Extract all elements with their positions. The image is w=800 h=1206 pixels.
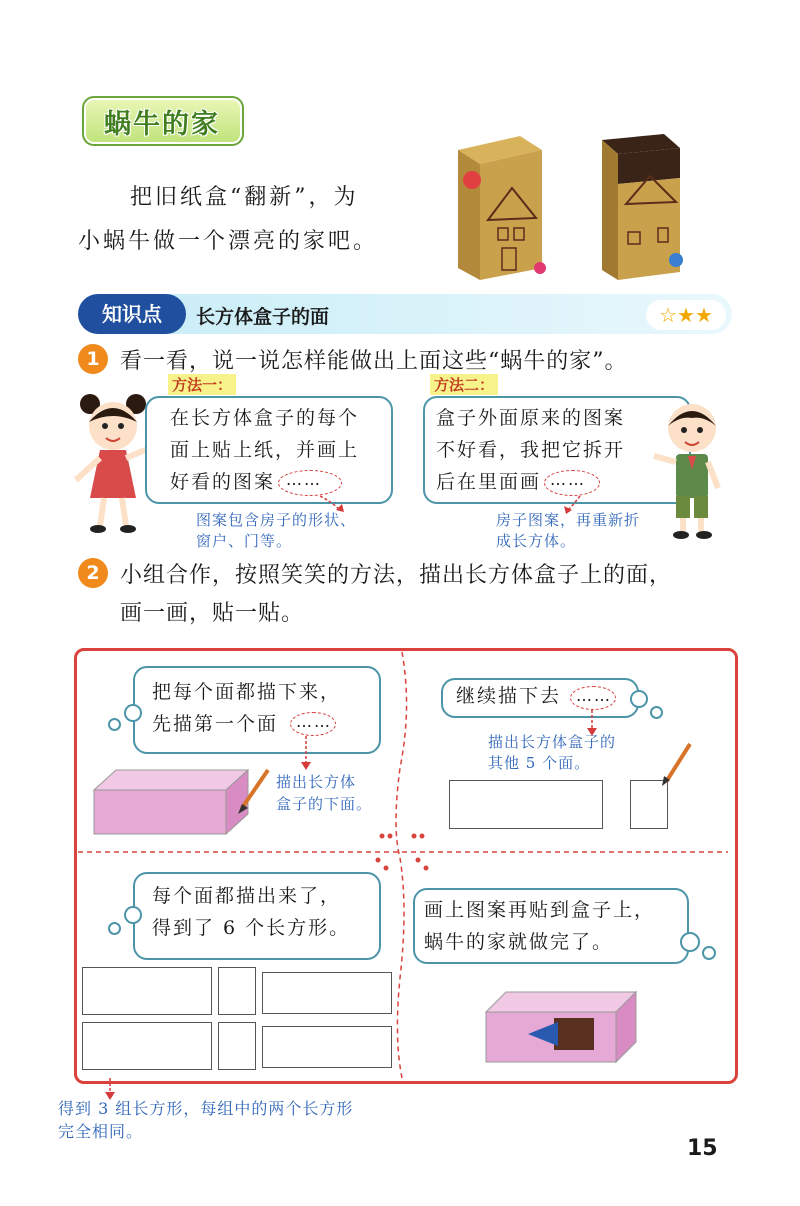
intro-line-2: 小蜗牛做一个漂亮的家吧。 — [78, 229, 379, 254]
bottom-note-line-2: 完全相同。 — [58, 1122, 144, 1141]
face-rectangle-5 — [218, 1022, 256, 1070]
method-2-line-3: 后在里面画 — [436, 471, 542, 493]
boy-character — [648, 398, 732, 542]
pink-box-illustration — [92, 766, 272, 838]
step-1-arrow — [292, 734, 322, 772]
step-2-bubble-circle-large — [630, 690, 648, 708]
step-2-dots: …… — [576, 686, 612, 705]
method-1-dots: …… — [286, 470, 322, 489]
step-2-bubble-circle-small — [650, 706, 663, 719]
method-1-line-3: 好看的图案 — [170, 471, 276, 493]
traced-rectangle-long — [449, 780, 603, 829]
method-1-note-line-2: 窗户、门等。 — [196, 532, 293, 550]
method-1-line-2: 面上贴上纸，并画上 — [170, 439, 360, 461]
step-2-note-line-2: 其他 5 个面。 — [488, 754, 591, 772]
step-3-bubble-circle-small — [108, 922, 121, 935]
step-1-line-1: 把每个面都描下来， — [152, 681, 342, 703]
step-2-note-line-1: 描出长方体盒子的 — [488, 733, 617, 751]
method-2-line-2: 不好看，我把它拆开 — [436, 439, 626, 461]
pencil-icon — [660, 740, 696, 788]
question-2-number: 2 — [78, 558, 108, 588]
question-2-line-2: 画一画，贴一贴。 — [120, 601, 305, 626]
face-rectangle-2 — [218, 967, 256, 1015]
method-1-note-line-1: 图案包含房子的形状、 — [196, 511, 357, 529]
step-3-bubble-circle-large — [124, 906, 142, 924]
snail-house-illustration — [450, 128, 700, 288]
step-1-line-2: 先描第一个面 — [152, 713, 279, 735]
step-3-line-2: 得到了 6 个长方形。 — [152, 917, 351, 939]
method-2-label: 方法二： — [430, 374, 498, 395]
decorated-box-illustration — [484, 990, 644, 1066]
method-2-dots: …… — [550, 470, 586, 489]
step-4-line-1: 画上图案再贴到盒子上， — [424, 899, 656, 921]
lesson-title: 蜗牛的家 — [104, 109, 220, 140]
method-1-label: 方法一： — [168, 374, 236, 395]
method-1-line-1: 在长方体盒子的每个 — [170, 407, 360, 429]
page-number: 15 — [687, 1136, 718, 1161]
step-4-bubble-circle-small — [702, 946, 716, 960]
face-rectangle-3 — [262, 972, 392, 1014]
question-1-text: 看一看，说一说怎样能做出上面这些“蜗牛的家”。 — [120, 349, 628, 374]
step-1-bubble-circle-small — [108, 718, 121, 731]
method-2-note-line-1: 房子图案，再重新折 — [496, 511, 641, 529]
step-1-dots: …… — [296, 712, 332, 731]
knowledge-label: 知识点 — [78, 294, 186, 334]
question-1-number: 1 — [78, 344, 108, 374]
face-rectangle-6 — [262, 1026, 392, 1068]
step-3-line-1: 每个面都描出来了， — [152, 885, 342, 907]
bottom-note-line-1: 得到 3 组长方形，每组中的两个长方形 — [58, 1099, 354, 1118]
step-1-note-line-2: 盒子的下面。 — [276, 795, 373, 813]
face-rectangle-1 — [82, 967, 212, 1015]
question-2-line-1: 小组合作，按照笑笑的方法，描出长方体盒子上的面， — [120, 563, 673, 588]
step-4-line-2: 蜗牛的家就做完了。 — [424, 931, 614, 953]
girl-character — [70, 388, 156, 536]
intro-line-1: 把旧纸盒“翻新”，为 — [130, 185, 359, 210]
step-2-line: 继续描下去 — [456, 685, 562, 707]
knowledge-title: 长方体盒子的面 — [196, 306, 330, 328]
method-2-line-1: 盒子外面原来的图案 — [436, 407, 626, 429]
difficulty-stars: ☆★★ — [646, 300, 726, 330]
method-2-note-line-2: 成长方体。 — [496, 532, 577, 550]
step-4-bubble-circle-large — [680, 932, 700, 952]
step-1-bubble-circle-large — [124, 704, 142, 722]
face-rectangle-4 — [82, 1022, 212, 1070]
step-1-note-line-1: 描出长方体 — [276, 773, 357, 791]
